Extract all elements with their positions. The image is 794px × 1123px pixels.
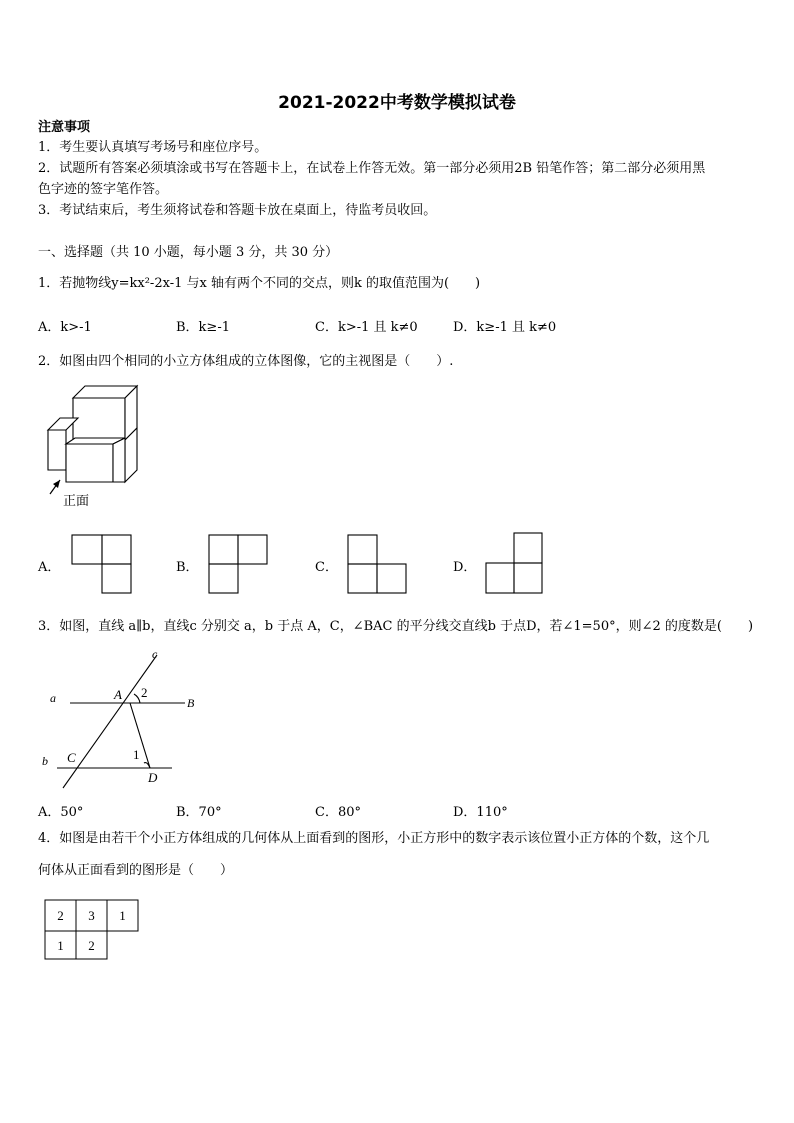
q2-option-d-label[interactable]: D． <box>453 560 477 575</box>
q2-option-c-label[interactable]: C． <box>315 560 338 575</box>
label-angle2: 2 <box>141 685 148 700</box>
label-C: C <box>67 750 76 765</box>
grid-cell: 2 <box>88 938 95 953</box>
q1-option-d[interactable]: D．k≥-1 且 k≠0 <box>453 320 557 335</box>
note-item-1: 1．考生要认真填写考场号和座位序号。 <box>38 140 268 155</box>
q2-stem: 2．如图由四个相同的小立方体组成的立体图像，它的主视图是（ ）. <box>38 354 454 369</box>
q3-stem: 3．如图，直线 a∥b，直线c 分别交 a，b 于点 A，C，∠BAC 的平分线交直线b 于点D，若∠1=50°，则∠2 的度数是( ) <box>38 619 754 634</box>
q2-option-d-figure[interactable] <box>486 533 546 595</box>
q4-stem-line2: 何体从正面看到的图形是（ ） <box>38 863 234 878</box>
grid-cell: 3 <box>88 908 95 923</box>
q2-cube-figure <box>40 380 140 515</box>
q1-option-c[interactable]: C．k>-1 且 k≠0 <box>315 320 418 335</box>
note-item-3: 3．考试结束后，考生须将试卷和答题卡放在桌面上，待监考员收回。 <box>38 203 437 218</box>
note-item-2: 2．试题所有答案必须填涂或书写在答题卡上，在试卷上作答无效。第一部分必须用2B 铅笔作答；第二部分必须用黑 <box>38 161 706 176</box>
q1-stem: 1．若抛物线y=kx²-2x-1 与x 轴有两个不同的交点，则k 的取值范围为( ) <box>38 276 481 291</box>
q4-top-view-grid <box>42 897 142 961</box>
label-b: b <box>42 754 48 768</box>
label-a: a <box>50 691 56 705</box>
q3-option-d[interactable]: D．110° <box>453 805 508 820</box>
q1-option-b[interactable]: B．k≥-1 <box>176 320 230 335</box>
q2-front-label: 正面 <box>63 494 90 509</box>
q2-option-a-label[interactable]: A． <box>38 560 61 575</box>
notes-heading: 注意事项 <box>38 120 91 135</box>
label-c: c <box>152 647 158 661</box>
page-title: 2021-2022中考数学模拟试卷 <box>278 93 516 113</box>
q3-option-a[interactable]: A．50° <box>38 805 84 820</box>
q1-option-a[interactable]: A．k>-1 <box>38 320 92 335</box>
section-heading: 一、选择题（共 10 小题，每小题 3 分，共 30 分） <box>38 245 339 260</box>
grid-cell: 2 <box>57 908 64 923</box>
q2-option-c-figure[interactable] <box>348 535 408 595</box>
q3-option-b[interactable]: B．70° <box>176 805 222 820</box>
q3-parallel-lines-figure <box>40 645 210 790</box>
q3-option-c[interactable]: C．80° <box>315 805 361 820</box>
note-item-2-cont: 色字迹的签字笔作答。 <box>38 182 169 197</box>
q2-option-a-figure[interactable] <box>72 535 132 595</box>
grid-cell: 1 <box>57 938 64 953</box>
label-B: B <box>187 696 195 710</box>
label-angle1: 1 <box>133 747 140 762</box>
label-D: D <box>148 770 158 785</box>
label-A: A <box>114 687 122 702</box>
q2-option-b-figure[interactable] <box>209 535 269 595</box>
grid-cell: 1 <box>119 908 126 923</box>
q2-option-b-label[interactable]: B． <box>176 560 199 575</box>
q4-stem-line1: 4．如图是由若干个小正方体组成的几何体从上面看到的图形，小正方形中的数字表示该位置小正方体的个数，这个几 <box>38 831 710 846</box>
